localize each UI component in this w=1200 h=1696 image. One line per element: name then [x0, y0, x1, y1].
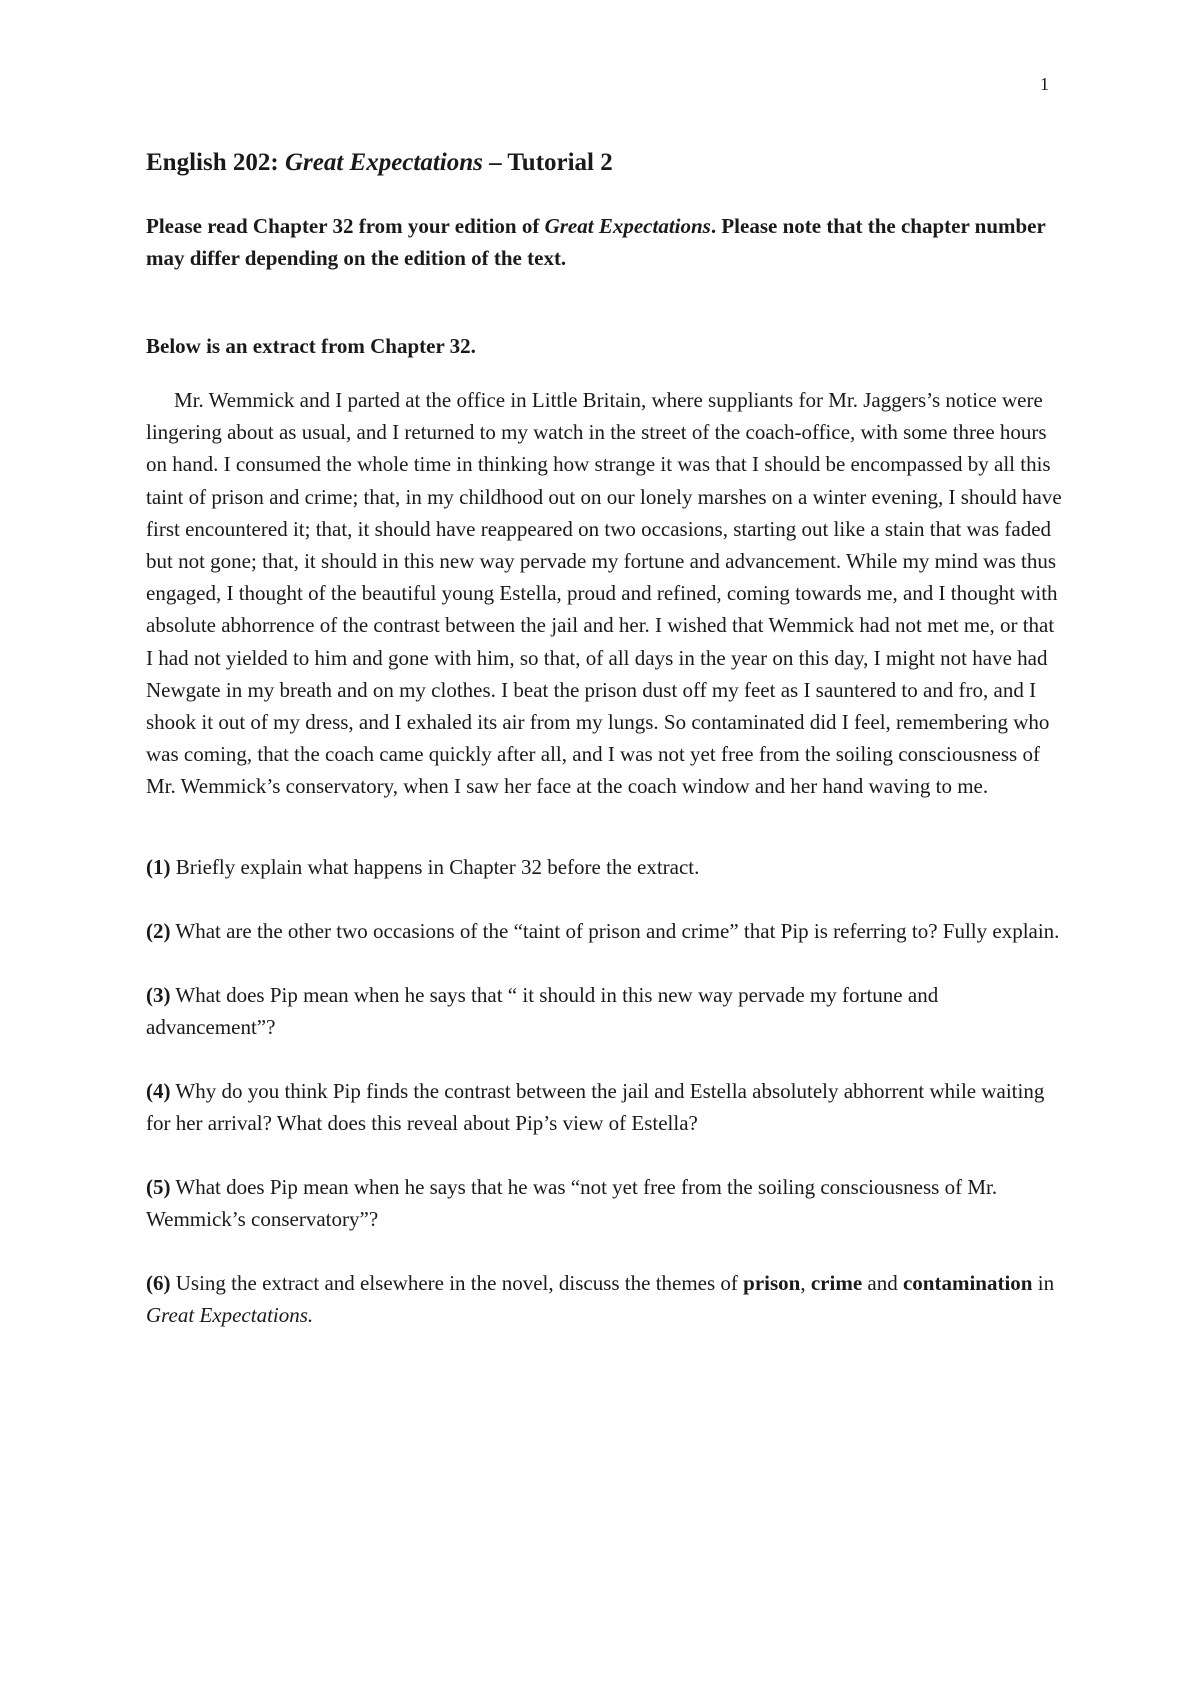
title-prefix: English 202:	[146, 149, 285, 176]
title-book-name: Great Expectations	[284, 149, 483, 176]
question-text: in	[1032, 1270, 1055, 1295]
question-number: (6)	[146, 1270, 171, 1295]
question-number: (4)	[146, 1078, 171, 1103]
intro-part2: . Please note that the chapter number may differ depending on the edition of the text.	[146, 214, 1046, 270]
question-text: and	[862, 1270, 903, 1295]
question-text: Using the extract and elsewhere in the novel, discuss the themes of	[170, 1270, 744, 1295]
questions-list	[146, 851, 1066, 1331]
question-number: (5)	[146, 1174, 171, 1199]
intro-part1: Please read Chapter 32 from your edition of	[146, 214, 545, 238]
theme-contamination: contamination	[902, 1270, 1033, 1295]
question-text: ,	[800, 1270, 811, 1295]
extract-heading: Below is an extract from Chapter 32.	[146, 334, 476, 358]
theme-crime: crime	[810, 1270, 863, 1295]
page-number: 1	[1040, 74, 1049, 94]
question-number: (3)	[146, 982, 171, 1007]
question-number: (2)	[146, 918, 171, 943]
document-title	[146, 146, 1066, 180]
question-text: What does Pip mean when he says that he was “not yet free from the soiling consciousness of Mr. Wemmick’s conservatory”?	[146, 1174, 998, 1231]
question-number: (1)	[146, 854, 171, 879]
question-text: What does Pip mean when he says that “ it should in this new way pervade my fortune and advancement”?	[146, 982, 939, 1039]
question-3	[146, 979, 1066, 1043]
question-4	[146, 1075, 1066, 1139]
question-6	[146, 1267, 1066, 1331]
title-suffix: – Tutorial 2	[482, 149, 613, 176]
extract-passage: Mr. Wemmick and I parted at the office in Little Britain, where suppliants for Mr. Jaggers’s notice were lingering about as usual, and I returned to my watch in the street of the coach-office, with some three hours on hand. I consumed the whole time in thinking how strange it was that I should be encompassed by all this taint of prison and crime; that, in my childhood out on our lonely marshes on a winter evening, I should have first encountered it; that, it should have reappeared on two occasions, starting out like a stain that was faded but not gone; that, it should in this new way pervade my fortune and advancement. While my mind was thus engaged, I thought of the beautiful young Estella, proud and refined, coming towards me, and I thought with absolute abhorrence of the contrast between the jail and her. I wished that Wemmick had not met me, or that I had not yielded to him and gone with him, so that, of all days in the year on this day, I might not have had Newgate in my breath and on my clothes. I beat the prison dust off my feet as I sauntered to and fro, and I shook it out of my dress, and I exhaled its air from my lungs. So contaminated did I feel, remembering who was coming, that the coach came quickly after all, and I was not yet free from the soiling consciousness of Mr. Wemmick’s conservatory, when I saw her face at the coach window and her hand waving to me.	[146, 388, 1062, 799]
question-1	[146, 851, 1066, 883]
question-text: Briefly explain what happens in Chapter 32 before the extract.	[170, 854, 700, 879]
intro-book-name: Great Expectations	[544, 214, 711, 238]
question-text: What are the other two occasions of the “taint of prison and crime” that Pip is referring to? Fully explain.	[170, 918, 1060, 943]
question-5	[146, 1171, 1066, 1235]
theme-prison: prison	[743, 1270, 801, 1295]
question-2	[146, 915, 1066, 947]
question-text: Why do you think Pip finds the contrast between the jail and Estella absolutely abhorrent while waiting for her arrival? What does this reveal about Pip’s view of Estella?	[146, 1078, 1045, 1135]
reading-instructions	[146, 210, 1066, 274]
book-name: Great Expectations.	[146, 1302, 314, 1327]
document-body	[146, 146, 1066, 1363]
